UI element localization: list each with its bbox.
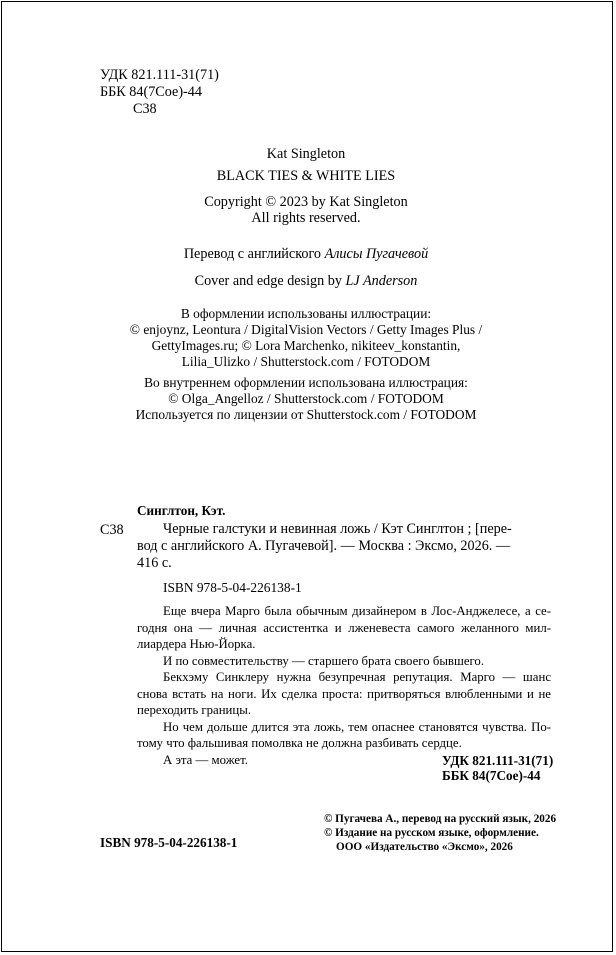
annotation-paragraph: Еще вчера Марго была обычным дизайнером в Лос-Анджелесе, а сегодня она — личная ассистентка и лженевеста самого желанного миллиардера Нью-Йорка. [137, 604, 551, 651]
rights-line: All rights reserved. [251, 210, 361, 226]
author-sign: С38 [133, 101, 157, 117]
biblio-description-line-3: 416 с. [137, 555, 172, 571]
biblio-heading: Синглтон, Кэт. [137, 503, 226, 518]
biblio-sign: С38 [100, 522, 124, 538]
page-frame [1, 1, 613, 952]
cover-illustrations-line-3: GettyImages.ru; © Lora Marchenko, nikiteev_konstantin, [151, 338, 461, 353]
translator-name: Алисы Пугачевой [324, 246, 429, 262]
annotation [137, 603, 554, 768]
copyright-line: Copyright © 2023 by Kat Singleton [204, 194, 408, 210]
original-title: BLACK TIES & WHITE LIES [216, 168, 396, 184]
annotation-paragraph: Но чем дольше длится эта ложь, тем опаснее становятся чувства. Потому что фальшивая помолвка не должна разбивать сердце. [137, 719, 551, 750]
inner-illustrations-line-2: © Olga_Angelloz / Shutterstock.com / FOTODOM [168, 391, 444, 406]
translation-prefix: Перевод с английского [183, 246, 325, 262]
copyright-note-publisher: ООО «Издательство «Эксмо», 2026 [336, 841, 513, 853]
cover-illustrations-line-1: В оформлении использованы иллюстрации: [180, 306, 432, 321]
cover-illustrations-line-4: Lilia_Ulizko / Shutterstock.com / FOTODOM [181, 354, 431, 369]
bottom-bbk-code: ББК 84(7Сое)-44 [442, 768, 541, 783]
copyright-note-translation: © Пугачева А., перевод на русский язык, 2026 [324, 813, 557, 825]
cover-illustrations-line-2: © enjoynz, Leontura / DigitalVision Vectors / Getty Images Plus / [129, 322, 483, 337]
designer-name: LJ Anderson [345, 273, 418, 289]
inner-illustrations-line-1: Во внутреннем оформлении использована иллюстрация: [144, 375, 468, 390]
biblio-isbn: ISBN 978-5-04-226138-1 [163, 580, 302, 595]
original-author: Kat Singleton [266, 146, 346, 162]
bottom-udk-code: УДК 821.111-31(71) [442, 753, 554, 768]
annotation-paragraph: И по совместительству — старшего брата своего бывшего. [163, 653, 485, 668]
cover-prefix: Cover and edge design by [194, 273, 346, 289]
bbk-code: ББК 84(7Сое)-44 [100, 84, 202, 100]
footer-isbn: ISBN 978-5-04-226138-1 [100, 835, 238, 850]
biblio-description-line-2: вод с английского А. Пугачевой]. — Москва : Эксмо, 2026. — [137, 538, 511, 554]
udk-code: УДК 821.111-31(71) [100, 67, 219, 83]
inner-illustrations-line-3: Используется по лицензии от Shutterstock.com / FOTODOM [135, 407, 477, 422]
cover-credit [0, 273, 612, 290]
biblio-description-line-1: Черные галстуки и невинная ложь / Кэт Синглтон ; [пере- [163, 521, 512, 537]
annotation-paragraph: Бекхэму Синклеру нужна безупречная репутация. Марго — шанс снова встать на ноги. Их сделка проста: притворяться влюбленными и не переходить границы. [137, 670, 551, 717]
translation-credit [0, 246, 612, 263]
annotation-paragraph: А эта — может. [163, 752, 248, 767]
copyright-note-edition: © Издание на русском языке, оформление. [324, 827, 539, 839]
